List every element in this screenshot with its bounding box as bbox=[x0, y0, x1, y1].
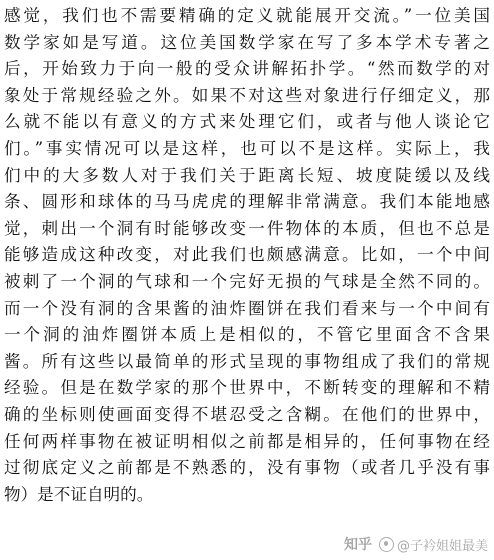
text-line: 们。”事实情况可以是这样，也可以不是这样。实际上，我 bbox=[4, 138, 490, 158]
text-line: 酱。所有这些以最简单的形式呈现的事物组成了我们的常规 bbox=[4, 351, 490, 371]
user-icon bbox=[379, 537, 394, 552]
text-line: 一个洞的油炸圈饼本质上是相似的，不管它里面含不含果 bbox=[4, 325, 490, 345]
text-line: 而一个没有洞的含果酱的油炸圈饼在我们看来与一个中间有 bbox=[4, 298, 490, 318]
text-line: 物）是不证自明的。 bbox=[4, 484, 154, 504]
text-line: 任何两样事物在被证明相似之前都是相异的，任何事物在经 bbox=[4, 431, 490, 451]
text-line: 确的坐标则使画面变得不堪忍受之含糊。在他们的世界中， bbox=[4, 404, 490, 424]
text-line: 数学家如是写道。这位美国数学家在写了多本学术专著之 bbox=[4, 32, 490, 52]
watermark-brand: 知乎 bbox=[343, 537, 372, 553]
text-line: 后，开始致力于向一般的受众讲解拓扑学。“然而数学的对 bbox=[4, 59, 490, 79]
watermark bbox=[344, 534, 488, 554]
text-line: 们中的大多数人对于我们关于距离长短、坡度陡缓以及线 bbox=[4, 165, 490, 185]
text-line: 象处于常规经验之外。如果不对这些对象进行仔细定义，那 bbox=[4, 85, 490, 105]
text-line: 过彻底定义之前都是不熟悉的，没有事物（或者几乎没有事 bbox=[4, 458, 490, 478]
text-line: 经验。但是在数学家的那个世界中，不断转变的理解和不精 bbox=[4, 378, 490, 398]
text-line: 条、圆形和球体的马马虎虎的理解非常满意。我们本能地感 bbox=[4, 192, 490, 212]
text-line: 感觉，我们也不需要精确的定义就能展开交流。”一位美国 bbox=[4, 6, 490, 25]
body-paragraph bbox=[4, 3, 490, 508]
text-line: 么就不能以有意义的方式来处理它们，或者与他人谈论它 bbox=[4, 112, 490, 132]
text-line: 被刺了一个洞的气球和一个完好无损的气球是全然不同的。 bbox=[4, 271, 490, 291]
watermark-handle: @子衿姐姐最美 bbox=[396, 538, 488, 554]
text-line: 能够造成这种改变，对此我们也颇感满意。比如，一个中间 bbox=[4, 245, 490, 265]
text-line: 觉，刺出一个洞有时能够改变一件物体的本质，但也不总是 bbox=[4, 218, 490, 238]
